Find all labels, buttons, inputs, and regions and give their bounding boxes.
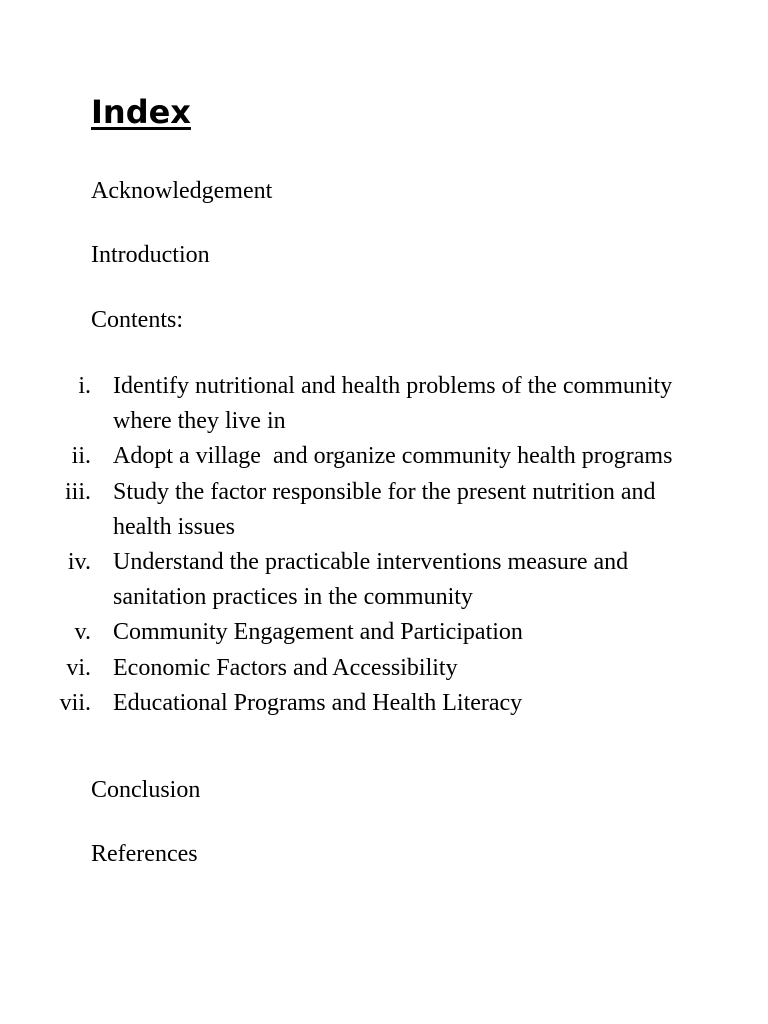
list-item [0, 475, 700, 545]
list-item-numeral: iv. [67, 549, 91, 576]
section-contents-heading: Contents: [91, 307, 184, 333]
list-item [0, 686, 700, 721]
list-item-text: Identify nutritional and health problems of the community where they live in [113, 373, 673, 435]
section-introduction: Introduction [91, 242, 210, 268]
list-item-text: Understand the practicable interventions measure and sanitation practices in the community [113, 549, 629, 611]
list-item-text: Economic Factors and Accessibility [113, 654, 458, 681]
list-item [0, 545, 700, 615]
list-item [0, 439, 700, 474]
section-conclusion: Conclusion [91, 777, 201, 803]
list-item-text: Adopt a village and organize community health programs [113, 443, 673, 470]
list-item [0, 615, 700, 650]
list-item-numeral: i. [78, 373, 91, 399]
section-references: References [91, 841, 198, 867]
section-acknowledgement: Acknowledgement [91, 178, 273, 204]
list-item [0, 369, 700, 439]
list-item-text: Educational Programs and Health Literacy [113, 689, 523, 716]
list-item-numeral: vii. [59, 689, 91, 716]
list-item [0, 651, 700, 686]
list-item-numeral: v. [74, 619, 91, 646]
page-title: Index [91, 93, 191, 131]
list-item-numeral: iii. [64, 478, 91, 505]
list-item-text: Study the factor responsible for the present nutrition and health issues [113, 478, 656, 540]
contents-list [0, 369, 700, 721]
list-item-numeral: vi. [66, 654, 91, 681]
list-item-text: Community Engagement and Participation [113, 619, 523, 646]
list-item-numeral: ii. [71, 443, 91, 470]
